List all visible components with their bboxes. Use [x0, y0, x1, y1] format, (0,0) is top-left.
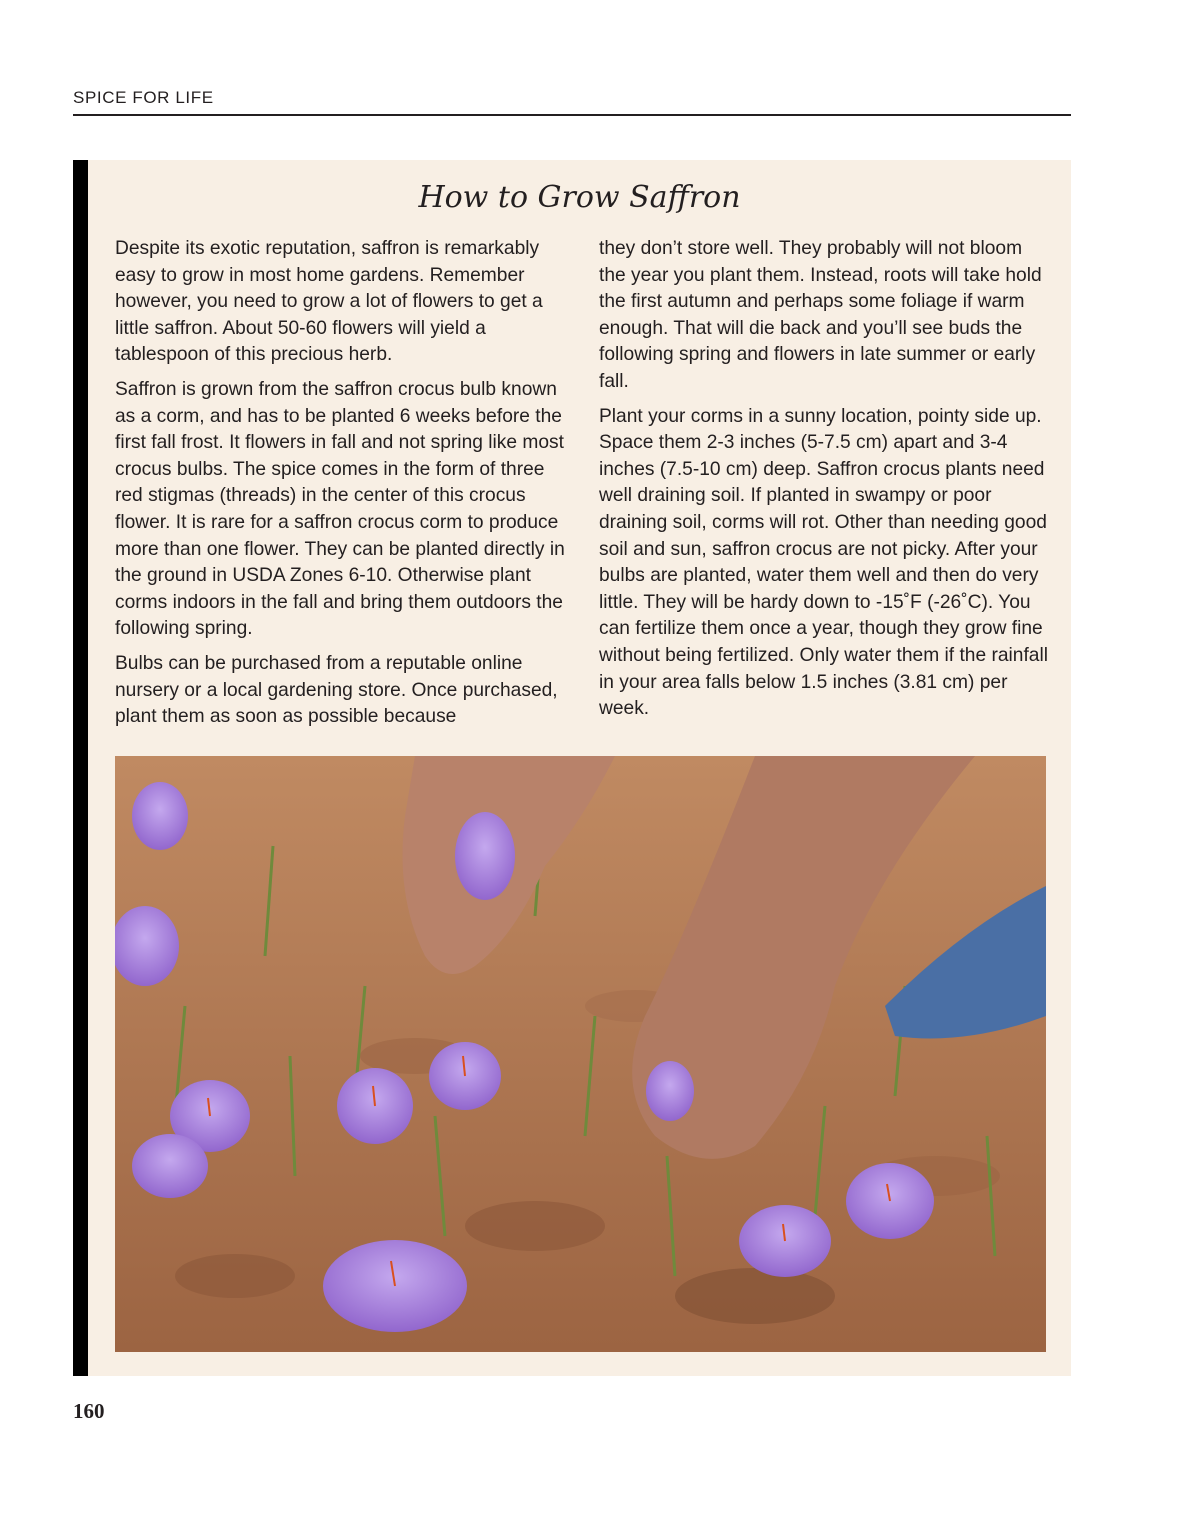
photo-illustration	[115, 756, 1046, 1352]
running-head: SPICE FOR LIFE	[73, 88, 214, 107]
page-number: 160	[73, 1399, 105, 1423]
sidebar-accent-bar	[73, 160, 88, 1376]
paragraph: Plant your corms in a sunny location, pointy side up. Space them 2-3 inches (5-7.5 cm) apart and 3-4 inches (7.5-10 cm) deep. Saffron crocus plants need well draining soil. If planted in swampy or poor draining soil, corms will rot. Other than needing good soil and sun, saffron crocus are not picky. After your bulbs are planted, water them well and then do very little. They will be hardy down to -15˚F (-26˚C). You can fertilize them once a year, though they grow fine without being fertilized. Only water them if the rainfall in your area falls below 1.5 inches (3.81 cm) per week.	[599, 405, 1048, 720]
left-column	[115, 236, 567, 739]
paragraph: Bulbs can be purchased from a reputable online nursery or a local gardening store. Once purchased, plant them as soon as possible because	[115, 652, 558, 728]
paragraph: Despite its exotic reputation, saffron is remarkably easy to grow in most home gardens. Remember however, you need to grow a lot of flowers to get a little saffron. About 50-60 flowers will yield a tablespoon of this precious herb.	[115, 238, 543, 366]
header-rule	[73, 114, 1071, 116]
paragraph: they don’t store well. They probably will not bloom the year you plant them. Instead, roots will take hold the first autumn and perhaps some foliage if warm enough. That will die back and you’ll see buds the following spring and flowers in late summer or early fall.	[599, 238, 1042, 392]
sidebar-title: How to Grow Saffron	[418, 180, 741, 215]
paragraph: Saffron is grown from the saffron crocus bulb known as a corm, and has to be planted 6 weeks before the first fall frost. It flowers in fall and not spring like most crocus bulbs. The spice comes in the form of three red stigmas (threads) in the center of this crocus flower. It is rare for a saffron crocus corm to produce more than one flower. They can be planted directly in the ground in USDA Zones 6-10. Otherwise plant corms indoors in the fall and bring them outdoors the following spring.	[115, 378, 565, 640]
right-column	[599, 236, 1051, 731]
saffron-harvest-photo	[115, 756, 1046, 1352]
